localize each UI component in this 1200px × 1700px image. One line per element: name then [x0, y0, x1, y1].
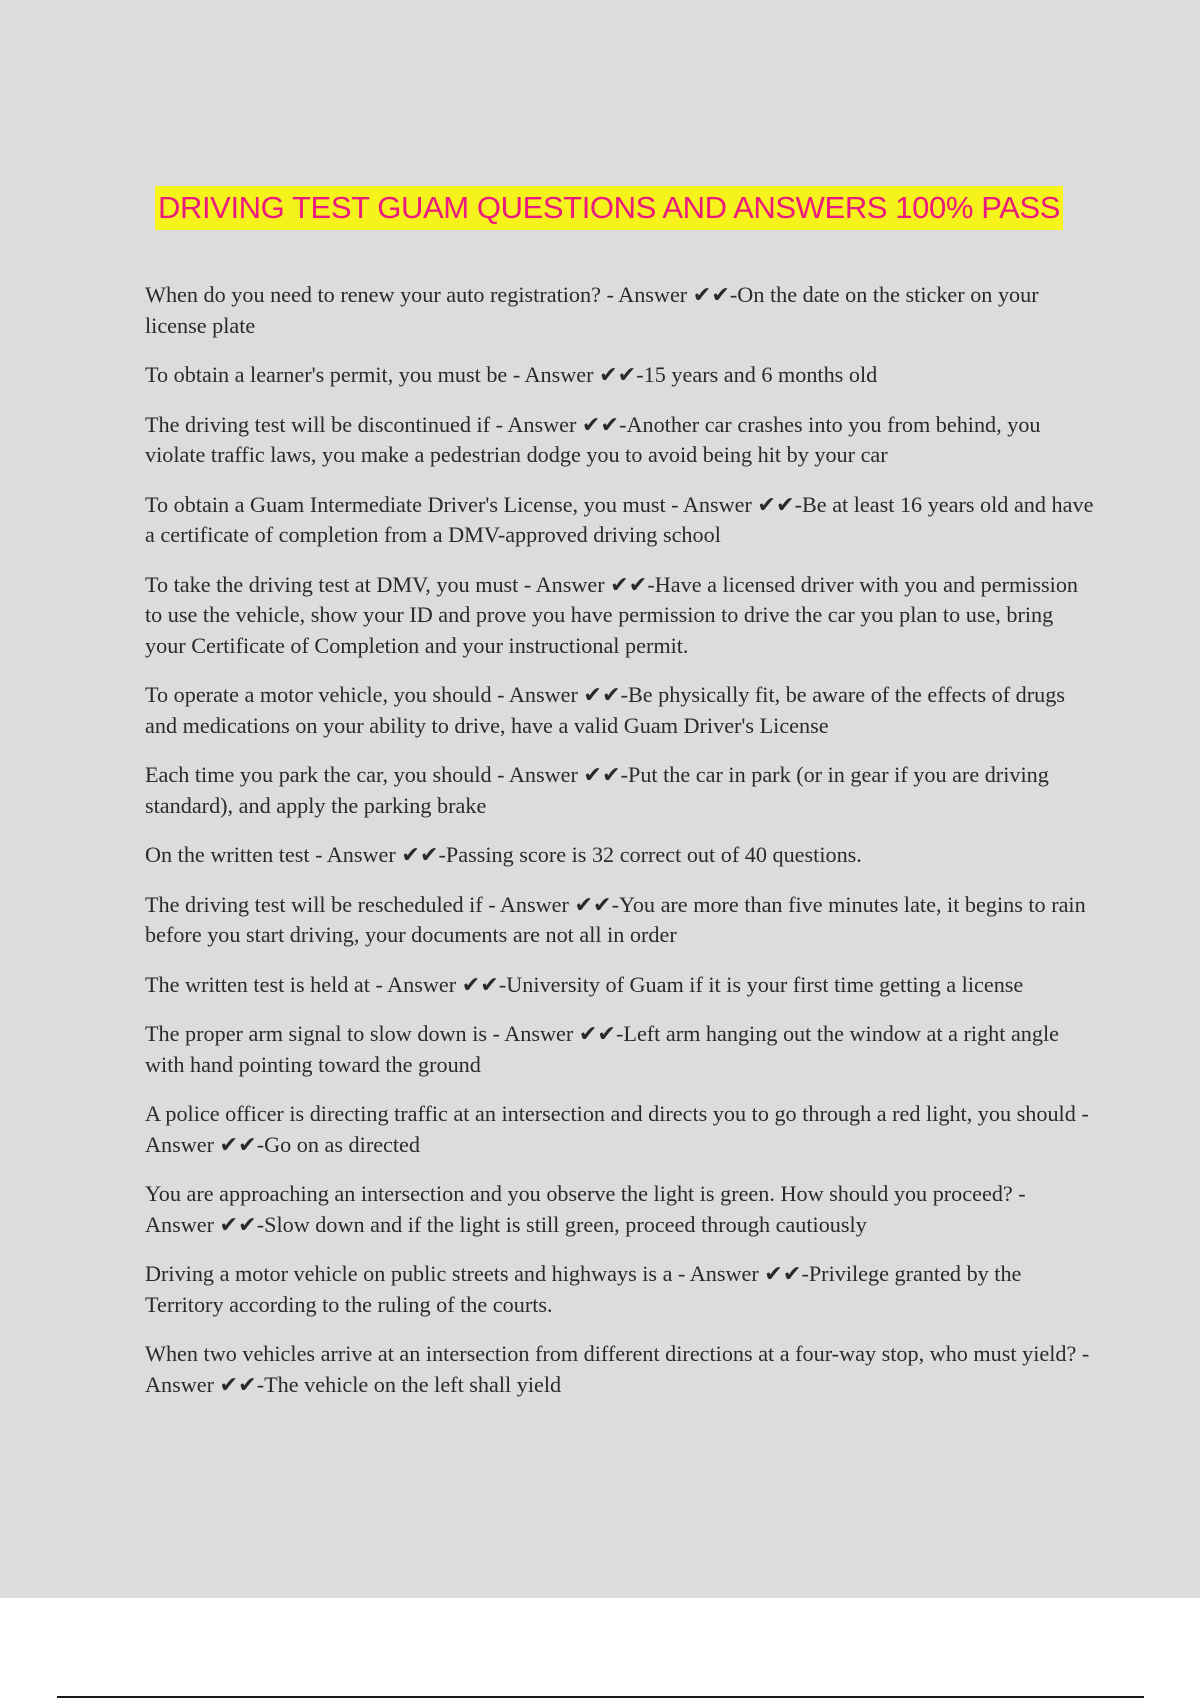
qa-item: The proper arm signal to slow down is - Answer ✔✔-Left arm hanging out the window at a right angle with hand pointing toward the ground — [145, 1021, 1059, 1077]
bottom-divider — [57, 1696, 1144, 1698]
qa-item: You are approaching an intersection and you observe the light is green. How should you proceed? - Answer ✔✔-Slow down and if the light is still green, proceed through cautiously — [145, 1181, 1026, 1237]
qa-item: When do you need to renew your auto registration? - Answer ✔✔-On the date on the sticker on your license plate — [145, 282, 1039, 338]
qa-item: To obtain a Guam Intermediate Driver's License, you must - Answer ✔✔-Be at least 16 years old and have a certificate of completion from a DMV-approved driving school — [145, 491, 1094, 547]
qa-item: The written test is held at - Answer ✔✔-University of Guam if it is your first time getting a license — [145, 971, 1024, 997]
qa-item: To obtain a learner's permit, you must be - Answer ✔✔-15 years and 6 months old — [145, 362, 878, 387]
document-title: DRIVING TEST GUAM QUESTIONS AND ANSWERS 100% PASS — [155, 186, 1063, 230]
title-container — [0, 186, 1200, 230]
qa-item: Each time you park the car, you should - Answer ✔✔-Put the car in park (or in gear if you are driving standard), and apply the parking brake — [145, 762, 1049, 818]
qa-item: Driving a motor vehicle on public streets and highways is a - Answer ✔✔-Privilege granted by the Territory according to the ruling of the courts. — [145, 1261, 1022, 1317]
qa-item: To take the driving test at DMV, you must - Answer ✔✔-Have a licensed driver with you and permission to use the vehicle, show your ID and prove you have permission to drive the car you plan to use, bring your Certificate of Completion and your instructional permit. — [145, 571, 1079, 658]
qa-item: A police officer is directing traffic at an intersection and directs you to go through a red light, you should - Answer ✔✔-Go on as directed — [145, 1101, 1089, 1157]
qa-item: The driving test will be rescheduled if - Answer ✔✔-You are more than five minutes late, it begins to rain before you start driving, your documents are not all in order — [145, 891, 1086, 947]
qa-item: When two vehicles arrive at an intersection from different directions at a four-way stop, who must yield? - Answer ✔✔-The vehicle on the left shall yield — [145, 1341, 1090, 1397]
qa-item: To operate a motor vehicle, you should - Answer ✔✔-Be physically fit, be aware of the effects of drugs and medications on your ability to drive, have a valid Guam Driver's License — [145, 682, 1065, 738]
qa-item: On the written test - Answer ✔✔-Passing score is 32 correct out of 40 questions. — [145, 842, 862, 867]
qa-list — [145, 280, 1095, 1419]
qa-item: The driving test will be discontinued if - Answer ✔✔-Another car crashes into you from behind, you violate traffic laws, you make a pedestrian dodge you to avoid being hit by your car — [145, 411, 1041, 467]
